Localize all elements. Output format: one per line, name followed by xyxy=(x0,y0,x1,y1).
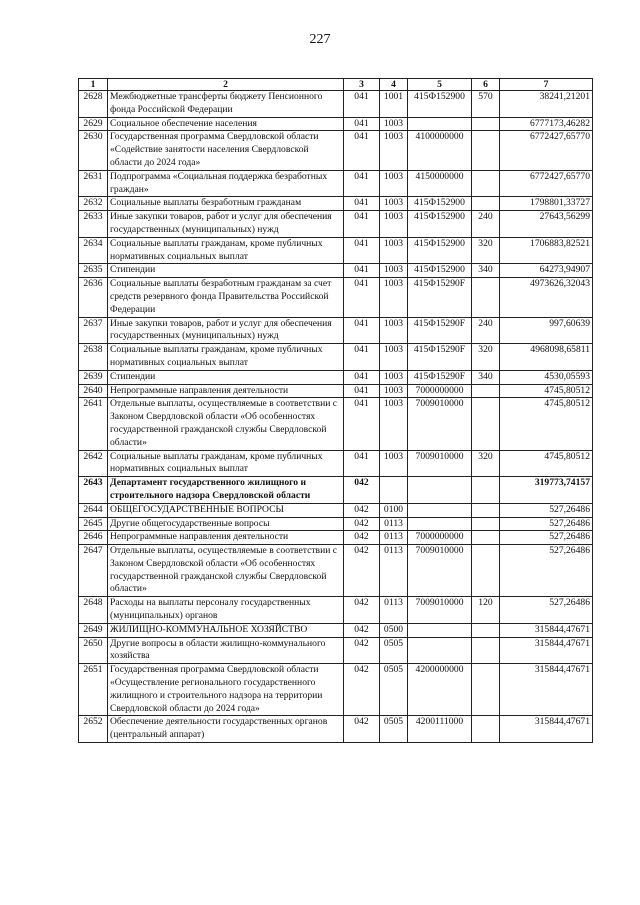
table-row xyxy=(79,503,593,517)
row-number: 2644 xyxy=(79,503,108,517)
row-expense-type xyxy=(472,664,500,716)
row-expense-type xyxy=(472,545,500,597)
row-target-code: 7009010000 xyxy=(408,450,472,477)
row-section-code: 1001 xyxy=(380,91,408,118)
table-body xyxy=(79,91,593,743)
row-number: 2638 xyxy=(79,344,108,371)
row-target-code: 415Ф15290F xyxy=(408,317,472,344)
row-ved-code: 042 xyxy=(344,531,380,545)
row-ved-code: 042 xyxy=(344,716,380,743)
row-target-code: 7009010000 xyxy=(408,597,472,624)
row-amount: 315844,47671 xyxy=(500,623,593,637)
row-section-code: 1003 xyxy=(380,398,408,450)
row-name: ЖИЛИЩНО-КОММУНАЛЬНОЕ ХОЗЯЙСТВО xyxy=(108,623,344,637)
page-number: 227 xyxy=(309,32,331,47)
row-amount: 315844,47671 xyxy=(500,664,593,716)
row-expense-type xyxy=(472,278,500,317)
row-name: Государственная программа Свердловской области «Содействие занятости населения Свердловской области до 2024 года» xyxy=(108,131,344,170)
row-section-code: 0505 xyxy=(380,664,408,716)
row-target-code: 4150000000 xyxy=(408,170,472,197)
row-ved-code: 041 xyxy=(344,131,380,170)
row-name: Расходы на выплаты персоналу государственных (муниципальных) органов xyxy=(108,597,344,624)
row-name: Непрограммные направления деятельности xyxy=(108,384,344,398)
row-target-code xyxy=(408,503,472,517)
table-row xyxy=(79,317,593,344)
row-ved-code: 041 xyxy=(344,211,380,238)
row-amount: 527,26486 xyxy=(500,503,593,517)
row-amount: 315844,47671 xyxy=(500,716,593,743)
row-target-code xyxy=(408,477,472,504)
table-row xyxy=(79,664,593,716)
row-target-code xyxy=(408,623,472,637)
row-name: Непрограммные направления деятельности xyxy=(108,531,344,545)
row-section-code: 1003 xyxy=(380,370,408,384)
row-ved-code: 041 xyxy=(344,398,380,450)
row-amount: 4745,80512 xyxy=(500,450,593,477)
row-number: 2646 xyxy=(79,531,108,545)
row-expense-type: 340 xyxy=(472,264,500,278)
row-name: Социальные выплаты гражданам, кроме публичных нормативных социальных выплат xyxy=(108,237,344,264)
row-ved-code: 041 xyxy=(344,170,380,197)
row-section-code: 0505 xyxy=(380,716,408,743)
row-section-code: 0100 xyxy=(380,503,408,517)
row-name: Обеспечение деятельности государственных органов (центральный аппарат) xyxy=(108,716,344,743)
table-row xyxy=(79,278,593,317)
row-number: 2652 xyxy=(79,716,108,743)
row-expense-type: 240 xyxy=(472,317,500,344)
row-ved-code: 042 xyxy=(344,545,380,597)
row-expense-type xyxy=(472,117,500,131)
table-row xyxy=(79,398,593,450)
row-expense-type xyxy=(472,131,500,170)
row-expense-type xyxy=(472,503,500,517)
row-number: 2645 xyxy=(79,517,108,531)
row-ved-code: 041 xyxy=(344,370,380,384)
row-ved-code: 041 xyxy=(344,91,380,118)
row-section-code: 1003 xyxy=(380,384,408,398)
row-target-code: 4100000000 xyxy=(408,131,472,170)
column-header: 4 xyxy=(380,79,408,91)
row-number: 2649 xyxy=(79,623,108,637)
row-section-code: 0113 xyxy=(380,517,408,531)
table-row xyxy=(79,477,593,504)
row-target-code: 415Ф15290F xyxy=(408,370,472,384)
row-ved-code: 041 xyxy=(344,197,380,211)
row-amount: 997,60639 xyxy=(500,317,593,344)
row-name: Социальные выплаты гражданам, кроме публичных нормативных социальных выплат xyxy=(108,344,344,371)
row-section-code: 1003 xyxy=(380,237,408,264)
row-expense-type xyxy=(472,384,500,398)
row-ved-code: 042 xyxy=(344,664,380,716)
row-target-code: 415Ф15290F xyxy=(408,344,472,371)
row-name: ОБЩЕГОСУДАРСТВЕННЫЕ ВОПРОСЫ xyxy=(108,503,344,517)
row-name: Иные закупки товаров, работ и услуг для обеспечения государственных (муниципальных) нужд xyxy=(108,317,344,344)
row-target-code xyxy=(408,117,472,131)
row-name: Департамент государственного жилищного и строительного надзора Свердловской области xyxy=(108,477,344,504)
row-ved-code: 042 xyxy=(344,597,380,624)
row-target-code: 7009010000 xyxy=(408,398,472,450)
row-target-code: 7009010000 xyxy=(408,545,472,597)
row-section-code: 0505 xyxy=(380,637,408,664)
row-expense-type xyxy=(472,170,500,197)
row-target-code: 415Ф152900 xyxy=(408,237,472,264)
row-amount: 319773,74157 xyxy=(500,477,593,504)
table-header-row xyxy=(79,79,593,91)
column-header: 6 xyxy=(472,79,500,91)
table-row xyxy=(79,517,593,531)
column-header: 1 xyxy=(79,79,108,91)
table-row xyxy=(79,264,593,278)
table-row xyxy=(79,370,593,384)
row-number: 2640 xyxy=(79,384,108,398)
row-name: Межбюджетные трансферты бюджету Пенсионного фонда Российской Федерации xyxy=(108,91,344,118)
column-header: 5 xyxy=(408,79,472,91)
row-target-code: 415Ф152900 xyxy=(408,211,472,238)
row-target-code xyxy=(408,637,472,664)
row-amount: 6777173,46282 xyxy=(500,117,593,131)
row-number: 2650 xyxy=(79,637,108,664)
row-amount: 527,26486 xyxy=(500,545,593,597)
row-section-code: 1003 xyxy=(380,211,408,238)
row-number: 2635 xyxy=(79,264,108,278)
row-amount: 27643,56299 xyxy=(500,211,593,238)
table-row xyxy=(79,117,593,131)
row-amount: 4968098,65811 xyxy=(500,344,593,371)
row-number: 2651 xyxy=(79,664,108,716)
row-target-code xyxy=(408,517,472,531)
row-name: Стипендии xyxy=(108,370,344,384)
table-row xyxy=(79,211,593,238)
row-name: Отдельные выплаты, осуществляемые в соответствии с Законом Свердловской области «Об особенностях государственной гражданской службы Свердловской области» xyxy=(108,545,344,597)
row-section-code: 1003 xyxy=(380,278,408,317)
row-number: 2639 xyxy=(79,370,108,384)
row-name: Социальные выплаты безработным гражданам за счет средств резервного фонда Правительства Российской Федерации xyxy=(108,278,344,317)
row-number: 2628 xyxy=(79,91,108,118)
column-header: 2 xyxy=(108,79,344,91)
row-name: Подпрограмма «Социальная поддержка безработных граждан» xyxy=(108,170,344,197)
table-row xyxy=(79,384,593,398)
row-name: Стипендии xyxy=(108,264,344,278)
table-row xyxy=(79,531,593,545)
row-section-code: 1003 xyxy=(380,117,408,131)
row-number: 2641 xyxy=(79,398,108,450)
row-amount: 4530,05593 xyxy=(500,370,593,384)
table-row xyxy=(79,450,593,477)
row-amount: 38241,21201 xyxy=(500,91,593,118)
row-expense-type xyxy=(472,398,500,450)
row-target-code: 4200111000 xyxy=(408,716,472,743)
table-row xyxy=(79,637,593,664)
row-amount: 6772427,65770 xyxy=(500,170,593,197)
row-amount: 527,26486 xyxy=(500,531,593,545)
table-row xyxy=(79,597,593,624)
row-section-code: 1003 xyxy=(380,264,408,278)
row-amount: 64273,94907 xyxy=(500,264,593,278)
table-row xyxy=(79,716,593,743)
row-amount: 527,26486 xyxy=(500,517,593,531)
row-target-code: 7000000000 xyxy=(408,531,472,545)
row-ved-code: 042 xyxy=(344,517,380,531)
row-ved-code: 042 xyxy=(344,503,380,517)
row-name: Другие вопросы в области жилищно-коммунального хозяйства xyxy=(108,637,344,664)
row-section-code xyxy=(380,477,408,504)
row-section-code: 1003 xyxy=(380,317,408,344)
row-number: 2636 xyxy=(79,278,108,317)
table-row xyxy=(79,545,593,597)
table-row xyxy=(79,344,593,371)
row-number: 2642 xyxy=(79,450,108,477)
row-number: 2629 xyxy=(79,117,108,131)
row-expense-type: 240 xyxy=(472,211,500,238)
row-target-code: 415Ф152900 xyxy=(408,264,472,278)
row-number: 2632 xyxy=(79,197,108,211)
row-expense-type xyxy=(472,517,500,531)
row-ved-code: 041 xyxy=(344,344,380,371)
row-ved-code: 042 xyxy=(344,637,380,664)
row-name: Социальные выплаты гражданам, кроме публичных нормативных социальных выплат xyxy=(108,450,344,477)
row-amount: 4745,80512 xyxy=(500,398,593,450)
table-row xyxy=(79,237,593,264)
row-section-code: 0113 xyxy=(380,531,408,545)
column-header: 3 xyxy=(344,79,380,91)
table-row xyxy=(79,197,593,211)
row-expense-type: 320 xyxy=(472,450,500,477)
row-expense-type: 320 xyxy=(472,344,500,371)
table-row xyxy=(79,623,593,637)
table-row xyxy=(79,170,593,197)
row-target-code: 415Ф152900 xyxy=(408,91,472,118)
row-amount: 6772427,65770 xyxy=(500,131,593,170)
row-number: 2647 xyxy=(79,545,108,597)
row-target-code: 7000000000 xyxy=(408,384,472,398)
row-ved-code: 041 xyxy=(344,237,380,264)
row-amount: 527,26486 xyxy=(500,597,593,624)
row-expense-type xyxy=(472,716,500,743)
row-ved-code: 041 xyxy=(344,450,380,477)
row-name: Иные закупки товаров, работ и услуг для обеспечения государственных (муниципальных) нужд xyxy=(108,211,344,238)
row-section-code: 0113 xyxy=(380,545,408,597)
row-name: Отдельные выплаты, осуществляемые в соответствии с Законом Свердловской области «Об особенностях государственной гражданской службы Свердловской области» xyxy=(108,398,344,450)
row-section-code: 0500 xyxy=(380,623,408,637)
row-section-code: 1003 xyxy=(380,170,408,197)
row-expense-type: 570 xyxy=(472,91,500,118)
row-ved-code: 042 xyxy=(344,623,380,637)
table-row xyxy=(79,91,593,118)
row-ved-code: 041 xyxy=(344,317,380,344)
row-ved-code: 041 xyxy=(344,264,380,278)
row-section-code: 0113 xyxy=(380,597,408,624)
row-expense-type: 340 xyxy=(472,370,500,384)
row-section-code: 1003 xyxy=(380,450,408,477)
row-name: Социальные выплаты безработным гражданам xyxy=(108,197,344,211)
row-ved-code: 041 xyxy=(344,117,380,131)
row-expense-type xyxy=(472,637,500,664)
row-name: Государственная программа Свердловской области «Осуществление регионального государственного жилищного и строительного надзора на территории Свердловской области до 2024 года» xyxy=(108,664,344,716)
row-number: 2631 xyxy=(79,170,108,197)
row-expense-type xyxy=(472,477,500,504)
row-number: 2643 xyxy=(79,477,108,504)
row-target-code: 4200000000 xyxy=(408,664,472,716)
row-amount: 1798801,33727 xyxy=(500,197,593,211)
row-number: 2633 xyxy=(79,211,108,238)
row-amount: 4973626,32043 xyxy=(500,278,593,317)
row-expense-type xyxy=(472,623,500,637)
row-amount: 1706883,82521 xyxy=(500,237,593,264)
row-section-code: 1003 xyxy=(380,131,408,170)
budget-table xyxy=(78,78,593,743)
row-number: 2637 xyxy=(79,317,108,344)
row-number: 2630 xyxy=(79,131,108,170)
row-expense-type xyxy=(472,531,500,545)
row-name: Другие общегосударственные вопросы xyxy=(108,517,344,531)
row-expense-type xyxy=(472,197,500,211)
row-ved-code: 042 xyxy=(344,477,380,504)
row-amount: 315844,47671 xyxy=(500,637,593,664)
table-row xyxy=(79,131,593,170)
row-expense-type: 120 xyxy=(472,597,500,624)
row-expense-type: 320 xyxy=(472,237,500,264)
row-target-code: 415Ф15290F xyxy=(408,278,472,317)
row-section-code: 1003 xyxy=(380,197,408,211)
row-target-code: 415Ф152900 xyxy=(408,197,472,211)
row-amount: 4745,80512 xyxy=(500,384,593,398)
row-name: Социальное обеспечение населения xyxy=(108,117,344,131)
row-number: 2648 xyxy=(79,597,108,624)
row-ved-code: 041 xyxy=(344,384,380,398)
row-number: 2634 xyxy=(79,237,108,264)
row-ved-code: 041 xyxy=(344,278,380,317)
column-header: 7 xyxy=(500,79,593,91)
row-section-code: 1003 xyxy=(380,344,408,371)
